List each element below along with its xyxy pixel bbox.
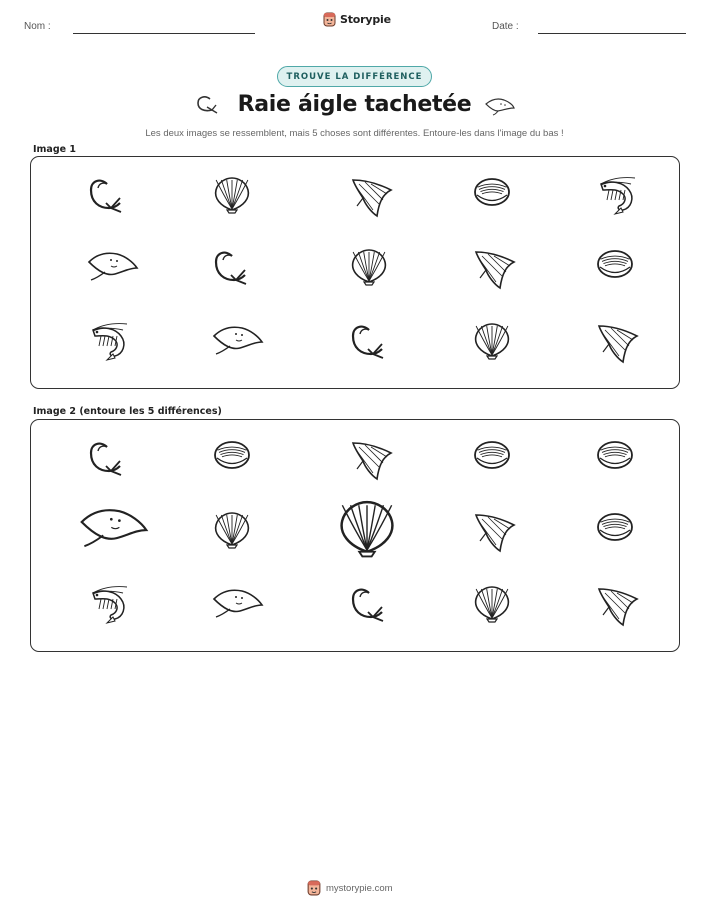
image2-clam-shell-r1c2[interactable] bbox=[212, 439, 252, 471]
scallop-shell-icon bbox=[472, 322, 512, 360]
clam-shell-icon bbox=[595, 439, 635, 471]
clam-shell-icon bbox=[595, 248, 635, 280]
image1-stingray-r3c2[interactable] bbox=[212, 322, 264, 356]
image1-hook-r2c2[interactable] bbox=[212, 248, 252, 292]
name-field[interactable] bbox=[73, 33, 255, 34]
image2-ray-fish-r3c5[interactable] bbox=[595, 585, 641, 631]
clam-shell-icon bbox=[472, 439, 512, 471]
image1-shrimp-r1c5[interactable] bbox=[595, 176, 639, 216]
hook-icon bbox=[212, 248, 252, 292]
hook-icon bbox=[87, 439, 127, 483]
image1-scallop-shell-r3c4[interactable] bbox=[472, 322, 512, 360]
activity-badge bbox=[277, 66, 432, 87]
stingray-icon bbox=[212, 585, 264, 619]
image2-scallop-shell-r2c2[interactable] bbox=[212, 511, 252, 549]
ray-fish-icon bbox=[349, 439, 395, 485]
image2-shrimp-r3c1[interactable] bbox=[87, 585, 131, 625]
scallop-shell-icon bbox=[212, 511, 252, 549]
image1-label: Image 1 bbox=[33, 144, 77, 155]
image1-ray-fish-r3c5[interactable] bbox=[595, 322, 641, 368]
image2-grid bbox=[30, 419, 680, 652]
ray-fish-icon bbox=[595, 585, 641, 631]
footer-site: mystorypie.com bbox=[326, 882, 393, 894]
image2-label: Image 2 (entoure les 5 différences) bbox=[33, 406, 222, 417]
hook-icon bbox=[349, 585, 389, 629]
ray-fish-icon bbox=[472, 248, 518, 294]
shrimp-icon bbox=[595, 176, 639, 216]
badge-text: TROUVE LA DIFFÉRENCE bbox=[286, 71, 423, 82]
image2-clam-shell-r2c5[interactable] bbox=[595, 511, 635, 543]
stingray-icon bbox=[87, 248, 139, 282]
clam-shell-icon bbox=[595, 511, 635, 543]
footer bbox=[307, 880, 393, 896]
image1-scallop-shell-r2c3[interactable] bbox=[349, 248, 389, 286]
page-title bbox=[0, 92, 709, 117]
storypie-logo-icon bbox=[323, 12, 336, 27]
stingray-icon bbox=[212, 322, 264, 356]
image2-hook-r1c1[interactable] bbox=[87, 439, 127, 483]
hook-icon bbox=[349, 322, 389, 366]
image1-ray-fish-r1c3[interactable] bbox=[349, 176, 395, 222]
image2-stingray-r2c1[interactable] bbox=[79, 503, 149, 549]
clam-shell-icon bbox=[472, 176, 512, 208]
ray-fish-icon bbox=[349, 176, 395, 222]
image2-hook-r3c3[interactable] bbox=[349, 585, 389, 629]
title-text: Raie áigle tachetée bbox=[237, 92, 472, 117]
ray-fish-icon bbox=[595, 322, 641, 368]
clam-shell-icon bbox=[212, 439, 252, 471]
image2-clam-shell-r1c4[interactable] bbox=[472, 439, 512, 471]
image1-stingray-r2c1[interactable] bbox=[87, 248, 139, 282]
scallop-shell-icon bbox=[349, 248, 389, 286]
image1-clam-shell-r1c4[interactable] bbox=[472, 176, 512, 208]
image2-clam-shell-r1c5[interactable] bbox=[595, 439, 635, 471]
shrimp-icon bbox=[87, 585, 131, 625]
stingray-icon bbox=[79, 503, 149, 549]
image1-hook-r1c1[interactable] bbox=[87, 176, 127, 220]
brand-name: Storypie bbox=[340, 13, 391, 26]
image1-grid bbox=[30, 156, 680, 389]
image2-stingray-r3c2[interactable] bbox=[212, 585, 264, 619]
storypie-footer-logo-icon bbox=[307, 880, 321, 896]
date-label: Date : bbox=[492, 21, 519, 32]
image2-ray-fish-r2c4[interactable] bbox=[472, 511, 518, 557]
image1-ray-fish-r2c4[interactable] bbox=[472, 248, 518, 294]
image2-scallop-shell-r3c4[interactable] bbox=[472, 585, 512, 623]
image1-scallop-shell-r1c2[interactable] bbox=[212, 176, 252, 214]
brand bbox=[323, 12, 391, 27]
image2-scallop-shell-r2c3[interactable] bbox=[336, 499, 398, 558]
image1-shrimp-r3c1[interactable] bbox=[87, 322, 131, 362]
stingray-decoration-icon bbox=[484, 96, 516, 121]
image1-hook-r3c3[interactable] bbox=[349, 322, 389, 366]
hook-icon bbox=[87, 176, 127, 220]
scallop-shell-icon bbox=[336, 499, 398, 558]
date-field[interactable] bbox=[538, 33, 686, 34]
image2-ray-fish-r1c3[interactable] bbox=[349, 439, 395, 485]
scallop-shell-icon bbox=[212, 176, 252, 214]
name-label: Nom : bbox=[24, 21, 51, 32]
image1-clam-shell-r2c5[interactable] bbox=[595, 248, 635, 280]
instructions: Les deux images se ressemblent, mais 5 choses sont différentes. Entoure-les dans l'image du bas ! bbox=[145, 128, 564, 139]
ray-fish-icon bbox=[472, 511, 518, 557]
shrimp-icon bbox=[87, 322, 131, 362]
scallop-shell-icon bbox=[472, 585, 512, 623]
